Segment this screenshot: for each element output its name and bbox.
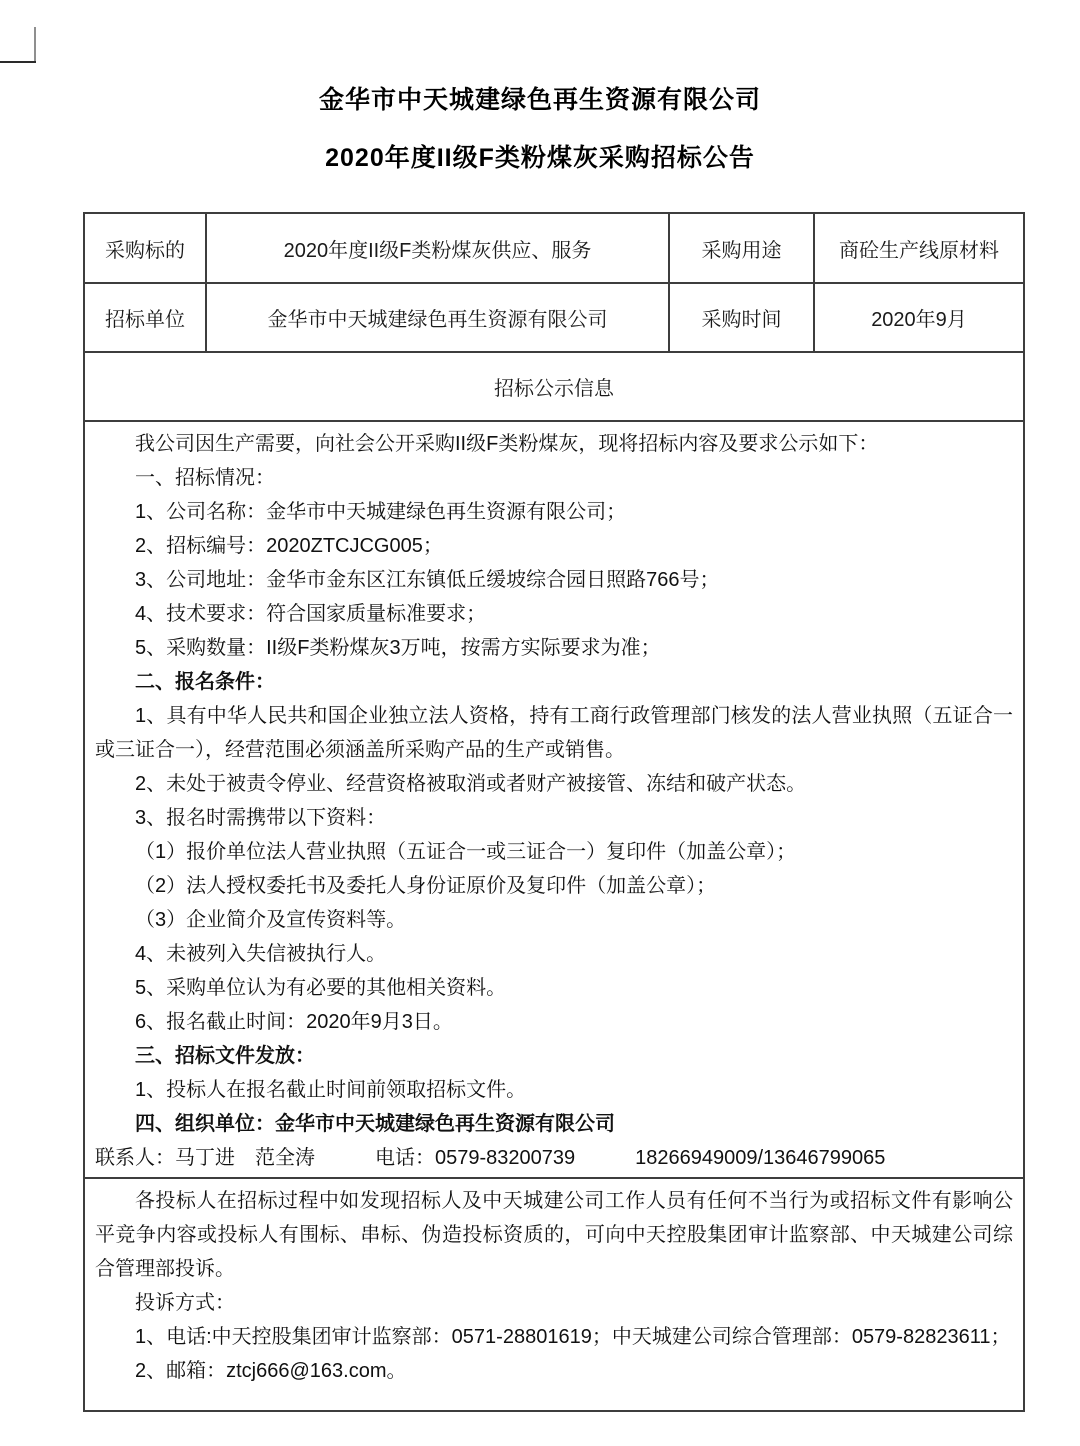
announcement-body xyxy=(84,421,1024,1178)
para-section-2-heading: 二、报名条件： xyxy=(135,671,275,693)
para-quantity: 5、采购数量：II级F类粉煤灰3万吨，按需方实际要求为准； xyxy=(135,637,661,659)
field-value-tender-unit: 金华市中天城建绿色再生资源有限公司 xyxy=(206,283,669,352)
para-material-2: （2）法人授权委托书及委托人身份证原价及复印件（加盖公章）； xyxy=(135,875,717,897)
field-label-procurement-time: 采购时间 xyxy=(669,283,814,352)
table-row xyxy=(84,421,1024,1178)
para-document-collection: 1、投标人在报名截止时间前领取招标文件。 xyxy=(135,1079,527,1101)
para-complaint-method-heading: 投诉方式： xyxy=(135,1292,235,1314)
crop-mark-vertical xyxy=(34,27,36,63)
para-section-3-heading: 三、招标文件发放： xyxy=(135,1045,315,1067)
para-qualification-3: 3、报名时需携带以下资料： xyxy=(135,807,387,829)
para-qualification-4: 4、未被列入失信被执行人。 xyxy=(135,943,387,965)
field-label-procurement-use: 采购用途 xyxy=(669,213,814,283)
table-row xyxy=(84,352,1024,421)
para-qualification-2: 2、未处于被责令停业、经营资格被取消或者财产被接管、冻结和破产状态。 xyxy=(135,773,807,795)
field-label-tender-unit: 招标单位 xyxy=(84,283,206,352)
para-company-address: 3、公司地址：金华市金东区江东镇低丘缓坡综合园日照路766号； xyxy=(135,569,720,591)
field-value-procurement-use: 商砼生产线原材料 xyxy=(814,213,1024,283)
para-complaint-notice: 各投标人在招标过程中如发现招标人及中天城建公司工作人员有任何不当行为或招标文件有影响公平竞争内容或投标人有围标、串标、伪造投标资质的，可向中天控股集团审计监察部、中天城建公司综合管理部投诉。 xyxy=(95,1190,1013,1280)
para-deadline: 6、报名截止时间：2020年9月3日。 xyxy=(135,1011,453,1033)
para-tender-number: 2、招标编号：2020ZTCJCG005； xyxy=(135,535,443,557)
para-tech-requirements: 4、技术要求：符合国家质量标准要求； xyxy=(135,603,487,625)
para-material-1: （1）报价单位法人营业执照（五证合一或三证合一）复印件（加盖公章）； xyxy=(135,841,797,863)
field-value-procurement-time: 2020年9月 xyxy=(814,283,1024,352)
section-header-tender-publicity: 招标公示信息 xyxy=(84,352,1024,421)
crop-mark-horizontal xyxy=(0,61,36,63)
table-row xyxy=(84,1178,1024,1411)
complaint-section xyxy=(84,1178,1024,1411)
para-qualification-1: 1、具有中华人民共和国企业独立法人资格，持有工商行政管理部门核发的法人营业执照（五证合一或三证合一），经营范围必须涵盖所采购产品的生产或销售。 xyxy=(95,705,1013,761)
field-label-procurement-subject: 采购标的 xyxy=(84,213,206,283)
para-intro: 我公司因生产需要，向社会公开采购II级F类粉煤灰，现将招标内容及要求公示如下： xyxy=(135,433,879,455)
para-section-4-organizer: 四、组织单位：金华市中天城建绿色再生资源有限公司 xyxy=(135,1113,615,1135)
table-row xyxy=(84,283,1024,352)
tender-info-table xyxy=(83,212,1025,1412)
announcement-title: 2020年度II级F类粉煤灰采购招标公告 xyxy=(325,144,755,172)
para-material-3: （3）企业简介及宣传资料等。 xyxy=(135,909,407,931)
para-qualification-5: 5、采购单位认为有必要的其他相关资料。 xyxy=(135,977,507,999)
para-complaint-email: 2、邮箱：ztcj666@163.com。 xyxy=(135,1360,407,1382)
para-contacts: 联系人：马丁进 范全涛 电话：0579-83200739 18266949009/13646799065 xyxy=(95,1147,886,1169)
table-row xyxy=(84,213,1024,283)
para-section-1-heading: 一、招标情况： xyxy=(135,467,275,489)
field-value-procurement-subject: 2020年度II级F类粉煤灰供应、服务 xyxy=(206,213,669,283)
para-complaint-phone: 1、电话:中天控股集团审计监察部：0571-28801619；中天城建公司综合管理部：0579-82823611； xyxy=(135,1326,1011,1348)
company-title: 金华市中天城建绿色再生资源有限公司 xyxy=(318,86,761,114)
para-company-name: 1、公司名称：金华市中天城建绿色再生资源有限公司； xyxy=(135,501,627,523)
